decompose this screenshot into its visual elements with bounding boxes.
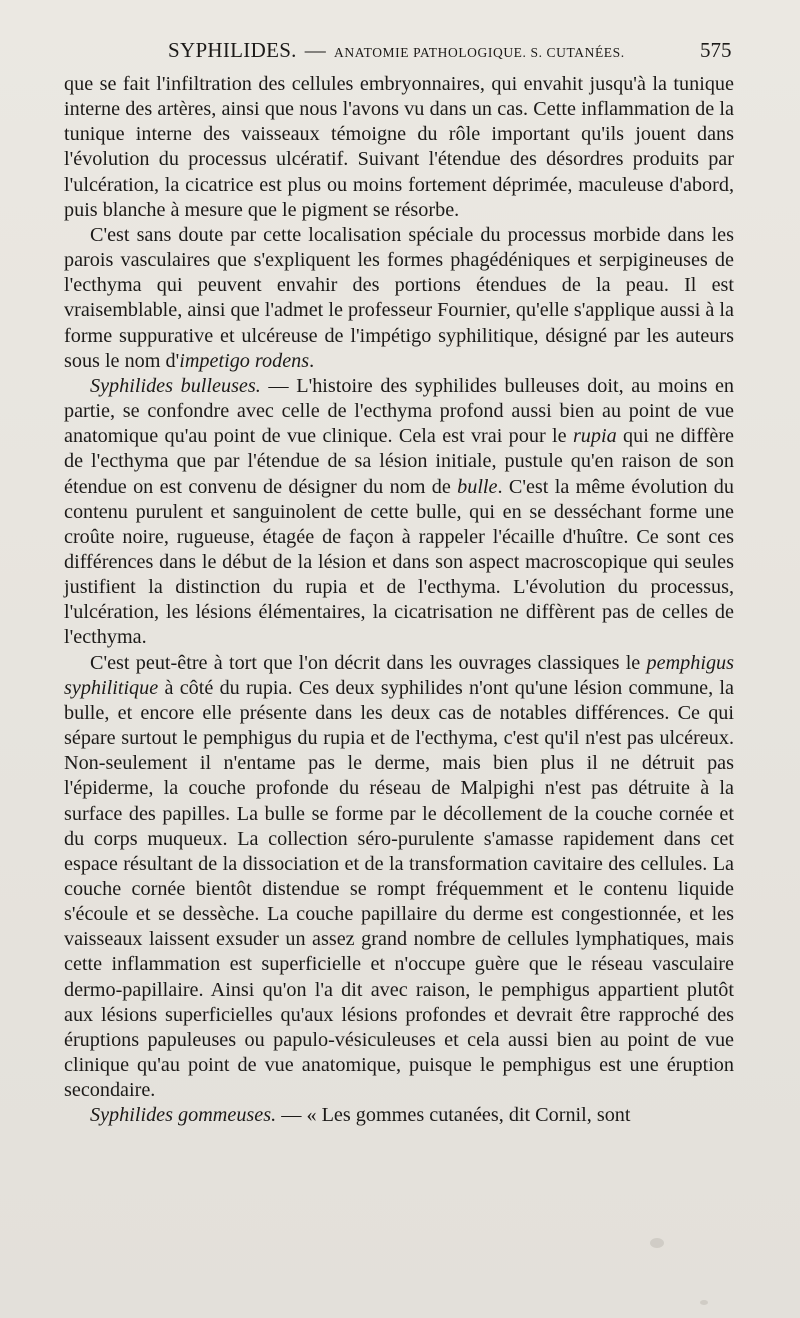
running-title	[168, 38, 625, 63]
italic-term: impetigo rodens	[179, 349, 310, 372]
body-text	[64, 72, 734, 1129]
paragraph-phagedenic-forms	[64, 223, 734, 374]
paragraph-text: C'est peut-être à tort que l'on décrit dans les ouvrages classiques le	[90, 651, 647, 674]
paragraph-pemphigus	[64, 651, 734, 1104]
page-number: 575	[700, 38, 732, 62]
running-title-separator: —	[304, 38, 327, 62]
italic-term: rupia	[572, 425, 617, 448]
running-title-subtitle: ANATOMIE PATHOLOGIQUE. S. CUTANÉES.	[334, 45, 625, 60]
ink-speck	[650, 1238, 664, 1248]
paragraph-text: .	[309, 349, 315, 372]
paragraph-continuation: que se fait l'infiltration des cellules embryonnaires, qui envahit jusqu'à la tunique interne des artères, ainsi que nous l'avons vu dans un cas. Cette inflammation de la tunique interne des vaisseaux témoigne du rôle important qu'ils jouent dans l'évolution du processus ulcératif. Suivant l'étendue des désordres produits par l'ulcération, la cicatrice est plus ou moins fortement déprimée, maculeuse d'abord, puis blanche à mesure que le pigment se résorbe.	[64, 73, 734, 221]
paragraph-syphilides-bulleuses	[64, 374, 734, 651]
paragraph-text: qui ne diffère de l'ecthyma que par l'étendue de sa lésion initiale, pustule qu'en raison de son étendue on est convenu de désigner du nom de	[64, 425, 734, 498]
paragraph-text: — « Les gommes cutanées, dit Cornil, sont	[276, 1104, 631, 1127]
paragraph-text: . C'est la même évolution du contenu purulent et sanguinolent de cette bulle, qui en se desséchant forme une croûte noire, rugueuse, étagée de façon à rappeler l'écaille d'huître. Ce sont ces différences dans le début de la lésion et dans son aspect macroscopique qui seules justifient la distinction du rupia et de l'ecthyma. L'évolution du processus, l'ulcération, les lésions élémentaires, la cicatrisation ne diffèrent pas de celles de l'ecthyma.	[64, 475, 734, 649]
ink-speck	[700, 1300, 708, 1305]
paragraph-text: à côté du rupia. Ces deux syphilides n'ont qu'une lésion commune, la bulle, et encore elle présente dans les deux cas de notables différences. Ce qui sépare surtout le pemphigus du rupia et de l'ecthyma, c'est qu'il n'est pas ulcéreux. Non-seulement il n'entame pas le derme, mais bien plus il ne détruit pas l'épiderme, la couche profonde du réseau de Malpighi n'est pas détruite à la surface des papilles. La bulle se forme par le décollement de la couche cornée et du corps muqueux. La collection séro-purulente s'amasse rapidement dans cet espace résultant de la dissociation et de la transformation cavitaire des cellules. La couche cornée bientôt distendue se rompt fréquemment et le contenu liquide s'écoule et se dessèche. La couche papillaire du derme est congestionnée, et les vaisseaux laissent exsuder un assez grand nombre de cellules lymphatiques, mais cette inflammation est superficielle et n'occupe guère que le réseau vasculaire dermo-papillaire. Ainsi qu'on l'a dit avec raison, le pemphigus appartient plutôt aux lésions superficielles qu'aux lésions profondes et devrait être rapproché des éruptions papuleuses ou papulo-vésiculeuses et cela aussi bien au point de vue clinique qu'au point de vue anatomique, puisque le pemphigus est une éruption secondaire.	[64, 676, 734, 1102]
paragraph-syphilides-gommeuses	[64, 1103, 734, 1128]
paragraph-text: — L'histoire des syphilides bulleuses doit, au moins en partie, se confondre avec celle de l'ecthyma profond aussi bien au point de vue anatomique qu'au point de vue clinique. Cela est vrai pour le	[64, 374, 735, 448]
italic-term: bulle	[457, 475, 498, 498]
paragraph-text: C'est sans doute par cette localisation spéciale du processus morbide dans les parois vasculaires que s'expliquent les formes phagédéniques et serpigineuses de l'ecthyma qui peuvent envahir des portions étendues de la peau. Il est vraisemblable, ainsi que l'admet le professeur Fournier, qu'elle s'applique aussi à la forme suppurative et ulcéreuse de l'impétigo syphilitique, désigné par les auteurs sous le nom d'	[64, 223, 734, 372]
section-heading: Syphilides gommeuses.	[90, 1104, 277, 1127]
italic-term: pemphigus syphilitique	[64, 651, 734, 699]
section-heading: Syphilides bulleuses.	[90, 374, 261, 397]
running-header	[0, 38, 800, 70]
running-title-main: SYPHILIDES.	[168, 38, 297, 62]
